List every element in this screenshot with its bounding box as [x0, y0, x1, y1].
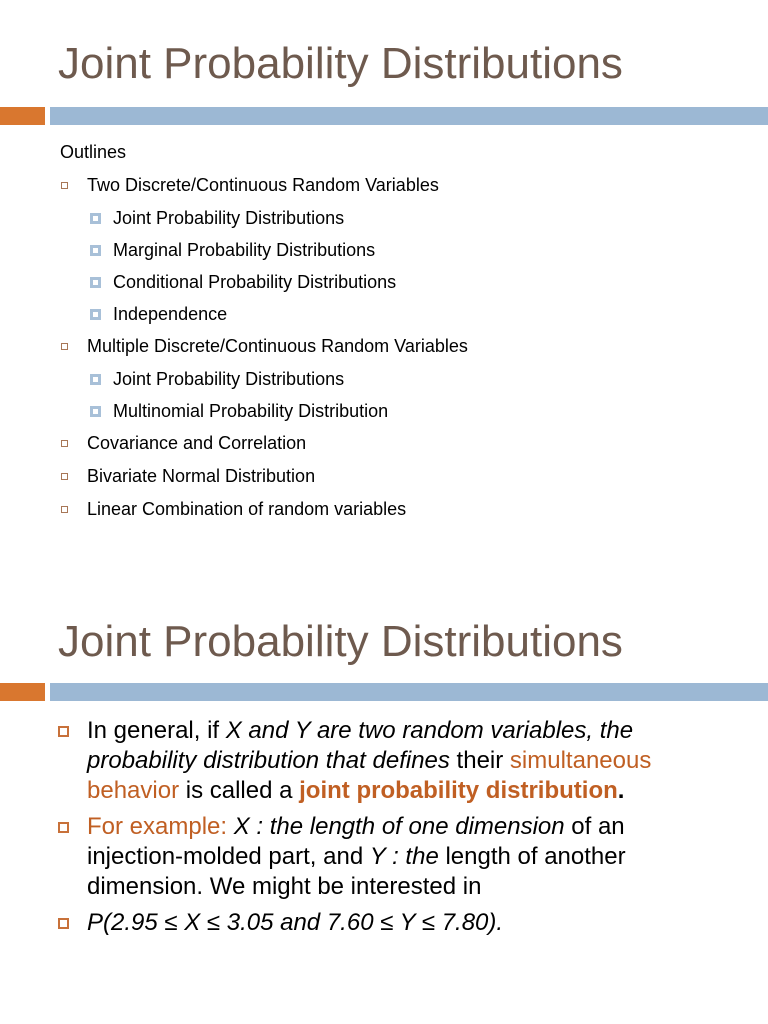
italic-text: Y : the [369, 843, 439, 870]
slide-definition [0, 592, 768, 1024]
title-accent-bar [0, 107, 45, 125]
list-item-label: Multinomial Probability Distribution [113, 401, 389, 421]
title-divider-bar [50, 683, 768, 701]
square-bullet-icon [61, 440, 68, 447]
list-item-label: Joint Probability Distributions [113, 208, 345, 228]
key-term: joint probability distribution [299, 777, 618, 804]
list-item [60, 498, 468, 520]
square-bullet-icon [90, 213, 101, 224]
slide-title: Joint Probability Distributions [58, 39, 623, 88]
square-bullet-icon [58, 822, 69, 833]
list-item-label: Two Discrete/Continuous Random Variables [87, 175, 439, 195]
probability-expression: P(2.95 ≤ X ≤ 3.05 and 7.60 ≤ Y ≤ 7.80). [87, 909, 504, 936]
sub-list-item [60, 207, 468, 229]
list-item-label: Joint Probability Distributions [113, 369, 345, 389]
list-item-label: Bivariate Normal Distribution [87, 466, 316, 486]
list-item [58, 812, 708, 902]
title-divider-bar [50, 107, 768, 125]
list-item-label: Covariance and Correlation [87, 433, 307, 453]
square-bullet-icon [61, 473, 68, 480]
italic-text: X and Y are two random variables, the probability distribution that defines [87, 717, 634, 774]
highlight-text: For example: [87, 813, 234, 840]
text-run: is called a [179, 777, 300, 804]
square-bullet-icon [90, 309, 101, 320]
sub-list-item [60, 400, 468, 422]
square-bullet-icon [58, 726, 69, 737]
list-item [60, 335, 468, 357]
text-run: In general, if [87, 717, 226, 744]
square-bullet-icon [90, 406, 101, 417]
sub-list-item [60, 303, 468, 325]
text-run: length of another dimension. We might be interested in [87, 843, 626, 900]
text-run: their [449, 747, 510, 774]
text-run: . [617, 777, 625, 804]
slide-title: Joint Probability Distributions [58, 617, 623, 666]
list-item-label: Conditional Probability Distributions [113, 272, 397, 292]
highlight-text: simultaneous behavior [87, 747, 652, 804]
list-item [60, 174, 468, 196]
list-item-label: Marginal Probability Distributions [113, 240, 376, 260]
list-item-label: Multiple Discrete/Continuous Random Variables [87, 336, 468, 356]
sub-list-item [60, 239, 468, 261]
square-bullet-icon [61, 506, 68, 513]
square-bullet-icon [90, 374, 101, 385]
list-item-label: Linear Combination of random variables [87, 499, 407, 519]
title-accent-bar [0, 683, 45, 701]
square-bullet-icon [90, 277, 101, 288]
outline-list [60, 174, 468, 531]
square-bullet-icon [61, 182, 68, 189]
sub-list-item [60, 271, 468, 293]
body-list [58, 716, 708, 944]
list-item-label: Independence [113, 304, 228, 324]
list-item [60, 465, 468, 487]
italic-text: X : the length of one dimension [233, 813, 565, 840]
square-bullet-icon [90, 245, 101, 256]
sub-list-item [60, 368, 468, 390]
square-bullet-icon [61, 343, 68, 350]
list-item [58, 716, 708, 806]
list-item [58, 908, 708, 938]
list-item [60, 432, 468, 454]
square-bullet-icon [58, 918, 69, 929]
outline-heading: Outlines [60, 142, 127, 162]
text-run: of an injection-molded part, and [87, 813, 625, 870]
